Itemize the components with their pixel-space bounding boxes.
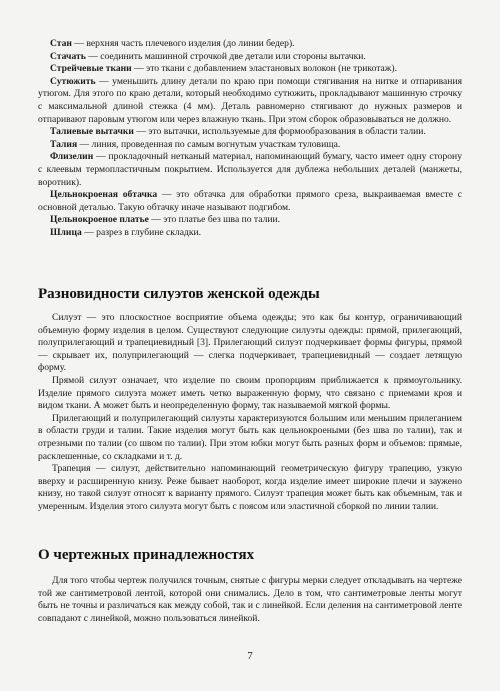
term: Талия — [50, 138, 78, 150]
definition: — верхняя часть плечевого изделия (до линии бедер). — [71, 38, 295, 49]
def-plate — [38, 214, 462, 227]
def-talievye — [38, 126, 462, 139]
paragraph: Прямой силуэт означает, что изделие по своим пропорциям приближается к прямоугольнику. Изделие прямого силуэта может иметь четко выраженную форму, что связано с приемами кроя и видом ткани. А может быть и неопределенную форму, так называемой мягкой формы. — [38, 374, 462, 412]
term: Флизелин — [50, 151, 94, 163]
def-shlica — [38, 227, 462, 240]
definition: — разрез в глубине складки. — [81, 226, 202, 238]
paragraph: Трапеция — силуэт, действительно напоминающий геометрическую фигуру трапецию, узкую вверху и расширенную книзу. Реже бывает наоборот, когда изделие имеет широкие плечи и зауженo книзу, но такой силуэт относят к варианту прямого. Силуэт трапеция может быть как объемным, так и умеренным. Изделия этого силуэта могут быть с поясом или эластичной сборкой по линии талии. — [38, 463, 462, 512]
def-flizelin — [38, 151, 462, 189]
paragraph: Прилегающий и полуприлегающий силуэты характеризуются большим или меньшим прилеганием в области груди и талии. Такие изделия могут быть как цельнокроеными (без шва по талии), так и отрезными по талии (со швом по талии). При этом юбки могут быть разных форм и объемов: прямые, расклешенные, со складками и т. д. — [38, 412, 462, 462]
definition: — это обтачка для обработки прямого среза, выкраиваемая вместе с основной деталью. Такую обтачку иначе называют подгибом. — [38, 189, 462, 213]
definition: — прокладочный нетканый материал, напоминающий бумагу, часто имеет одну сторону с клеевым термопластичным покрытием. Используется для дублежа небольших деталей (манжеты, воротник). — [38, 151, 462, 188]
def-stan — [38, 38, 462, 51]
term: Стачать — [50, 50, 86, 62]
def-sutyuzhit — [38, 76, 462, 126]
term: Стан — [50, 38, 72, 49]
term: Талиевые вытачки — [50, 126, 134, 138]
def-stachat — [38, 51, 462, 64]
def-streich — [38, 63, 462, 76]
def-taliya — [38, 139, 462, 152]
silhouettes-section — [38, 312, 462, 514]
definition: — это платье без шва по талии. — [148, 214, 281, 226]
definition: — это ткани с добавлением эластановых волокон (не трикотаж). — [131, 63, 398, 75]
term: Цельнокроеная обтачка — [50, 189, 158, 201]
section-heading-drawing-tools: О чертежных принадлежностях — [38, 547, 255, 563]
definition: — линия, проведенная по самым вогнутым участкам туловища. — [77, 138, 341, 150]
term: Шлица — [50, 226, 82, 238]
paragraph: Для того чтобы чертеж получился точным, снятые с фигуры мерки следует откладывать на чертеже той же сантиметровой лентой, которой они снимались. Дело в том, что сантиметровые ленты могут быть не точны и различаться как между собой, так и с линейкой. Если деления на сантиметровой ленте совпадают с линейкой, можно пользоваться линейкой. — [38, 575, 462, 624]
term: Сутюжить — [50, 75, 96, 87]
section-heading-silhouettes: Разновидности силуэтов женской одежды — [38, 286, 320, 302]
page-number: 7 — [247, 650, 253, 662]
paragraph: Силуэт — это плоскостное восприятие объема одежды; это как бы контур, ограничивающий объемную форму изделия в целом. Существуют следующие силуэты одежды: прямой, прилегающий, полуприлегающий и трапециевидный [3]. Прилегающий силуэт подчеркивает формы фигуры, прямой — скрывает их, полуприлегающий — слегка подчеркивает, трапециевидный — создает летящую форму. — [38, 312, 462, 374]
definition: — уменьшить длину детали по краю при помощи стягивания на нитке и отпаривания утюгом. Для этого по краю детали, который необходимо сутюжить, прокладывают машинную строчку с максимальной длиной стежка (4 мм). Деталь равномерно стягивают до нужных размеров и отпаривают паровым утюгом или через влажную ткань. При этом сборок образовываться не должно. — [38, 75, 462, 125]
glossary-section — [38, 38, 462, 240]
definition: — соединить машинной строчкой две детали или стороны вытачки. — [85, 50, 366, 62]
term: Цельнокроеное платье — [50, 214, 149, 226]
drawing-tools-section — [38, 575, 462, 625]
def-obtachka — [38, 189, 462, 214]
term: Стрейчевые ткани — [50, 63, 132, 75]
definition: — это вытачки, используемые для формообразования в области талии. — [133, 126, 426, 138]
